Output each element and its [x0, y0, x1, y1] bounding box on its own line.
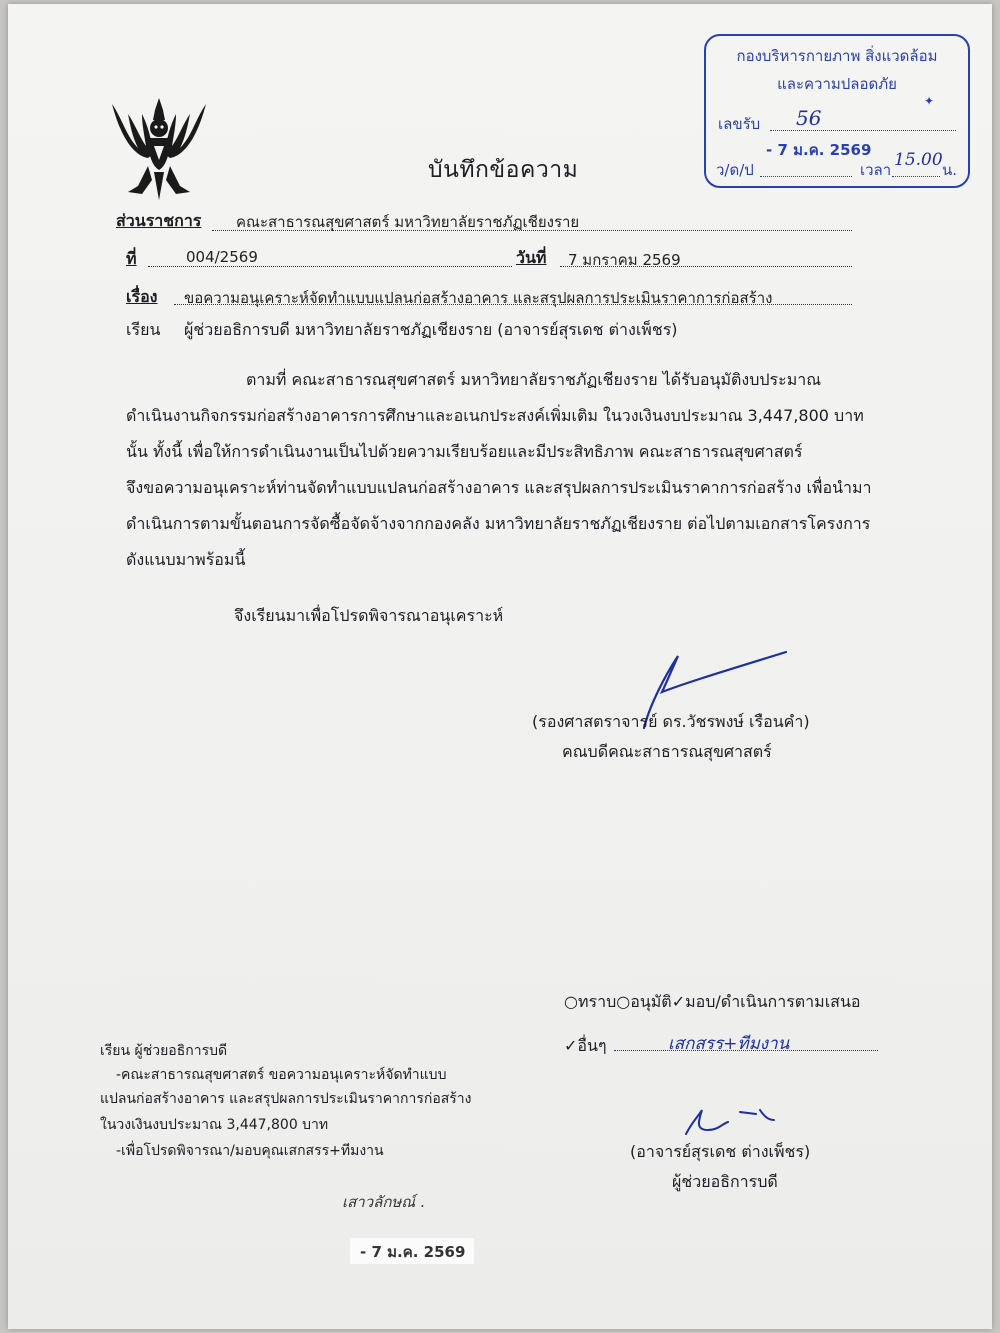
subject-dotline	[174, 304, 852, 305]
note-line-1: -คณะสาธารณสุขศาสตร์ ขอความอนุเคราะห์จัดทำแบบ	[116, 1067, 447, 1083]
signer-position: คณบดีคณะสาธารณสุขศาสตร์	[562, 742, 772, 761]
date-value: 7 มกราคม 2569	[568, 251, 681, 269]
to-label: เรียน	[126, 320, 161, 339]
stamp-date: - 7 ม.ค. 2569	[766, 141, 872, 159]
decision-other-value: เสกสรร+ทีมงาน	[668, 1034, 790, 1054]
decision-other-label: ✓อื่นๆ	[564, 1036, 607, 1055]
decision-options: ○ทราบ○อนุมัติ✓มอบ/ดำเนินการตามเสนอ	[564, 992, 861, 1011]
note-initials: เสาวลักษณ์ .	[342, 1193, 425, 1211]
receiving-stamp	[704, 34, 970, 188]
body-line-4: จึงขอความอนุเคราะห์ท่านจัดทำแบบแปลนก่อสร้างอาคาร และสรุปผลการประเมินราคาการก่อสร้าง เพื่อนำมา	[126, 478, 872, 497]
date-dotline	[560, 266, 852, 267]
no-dotline	[148, 266, 512, 267]
stamp-ink-speck: ✦	[924, 94, 935, 108]
no-value: 004/2569	[186, 248, 258, 266]
memo-title: บันทึกข้อความ	[428, 157, 579, 183]
body-line-5: ดำเนินการตามขั้นตอนการจัดซื้อจัดจ้างจากกองคลัง มหาวิทยาลัยราชภัฏเชียงราย ต่อไปตามเอกสารโครงการ	[126, 514, 871, 533]
closing-line: จึงเรียนมาเพื่อโปรดพิจารณาอนุเคราะห์	[234, 606, 504, 625]
body-line-1: ตามที่ คณะสาธารณสุขศาสตร์ มหาวิทยาลัยราชภัฏเชียงราย ได้รับอนุมัติงบประมาณ	[246, 370, 822, 389]
dept-value: คณะสาธารณสุขศาสตร์ มหาวิทยาลัยราชภัฏเชียงราย	[236, 213, 580, 231]
subject-label: เรื่อง	[126, 287, 158, 306]
asst-president-signature	[678, 1104, 788, 1144]
stamp-line-2: และความปลอดภัย	[777, 75, 897, 93]
stamp-dmy-dotline	[760, 176, 852, 177]
stamp-line-1: กองบริหารกายภาพ สิ่งแวดล้อม	[736, 47, 938, 65]
memo-page	[8, 4, 992, 1329]
note-line-2: แปลนก่อสร้างอาคาร และสรุปผลการประเมินราคาการก่อสร้าง	[100, 1091, 472, 1107]
signer-name: (รองศาสตราจารย์ ดร.วัชรพงษ์ เรือนคำ)	[532, 712, 810, 731]
dept-label: ส่วนราชการ	[116, 211, 202, 230]
stamp-time-dotline	[892, 176, 940, 177]
stamp-recv-label: เลขรับ	[718, 115, 761, 133]
decision-name: (อาจารย์สุรเดช ต่างเพ็ชร)	[630, 1142, 811, 1161]
garuda-emblem	[108, 96, 210, 204]
stamp-time-unit: น.	[942, 161, 958, 179]
no-label: ที่	[126, 249, 137, 268]
note-line-3: ในวงเงินงบประมาณ 3,447,800 บาท	[100, 1117, 329, 1133]
stamp-time-value: 15.00	[894, 150, 943, 170]
body-line-6: ดังแนบมาพร้อมนี้	[126, 550, 246, 569]
stamp-recv-number: 56	[796, 106, 822, 130]
decision-position: ผู้ช่วยอธิการบดี	[672, 1172, 778, 1191]
body-line-2: ดำเนินงานกิจกรรมก่อสร้างอาคารการศึกษาและอเนกประสงค์เพิ่มเติม ในวงเงินงบประมาณ 3,447,800 บาท	[126, 406, 864, 425]
stamp-dmy-label: ว/ด/ป	[716, 161, 754, 179]
subject-value: ขอความอนุเคราะห์จัดทำแบบแปลนก่อสร้างอาคาร และสรุปผลการประเมินราคาการก่อสร้าง	[184, 289, 773, 307]
date-label: วันที่	[516, 248, 547, 267]
to-value: ผู้ช่วยอธิการบดี มหาวิทยาลัยราชภัฏเชียงราย (อาจารย์สุรเดช ต่างเพ็ชร)	[184, 320, 678, 339]
dept-dotline	[212, 230, 852, 231]
body-line-3: นั้น ทั้งนี้ เพื่อให้การดำเนินงานเป็นไปด้วยความเรียบร้อยและมีประสิทธิภาพ คณะสาธารณสุขศาสตร์	[126, 442, 803, 461]
stamp-time-label: เวลา	[860, 161, 892, 179]
note-date-stamp: - 7 ม.ค. 2569	[360, 1243, 466, 1261]
note-to: เรียน ผู้ช่วยอธิการบดี	[100, 1043, 228, 1059]
stamp-recv-dotline	[770, 130, 956, 131]
note-line-4: -เพื่อโปรดพิจารณา/มอบคุณเสกสรร+ทีมงาน	[116, 1143, 384, 1159]
